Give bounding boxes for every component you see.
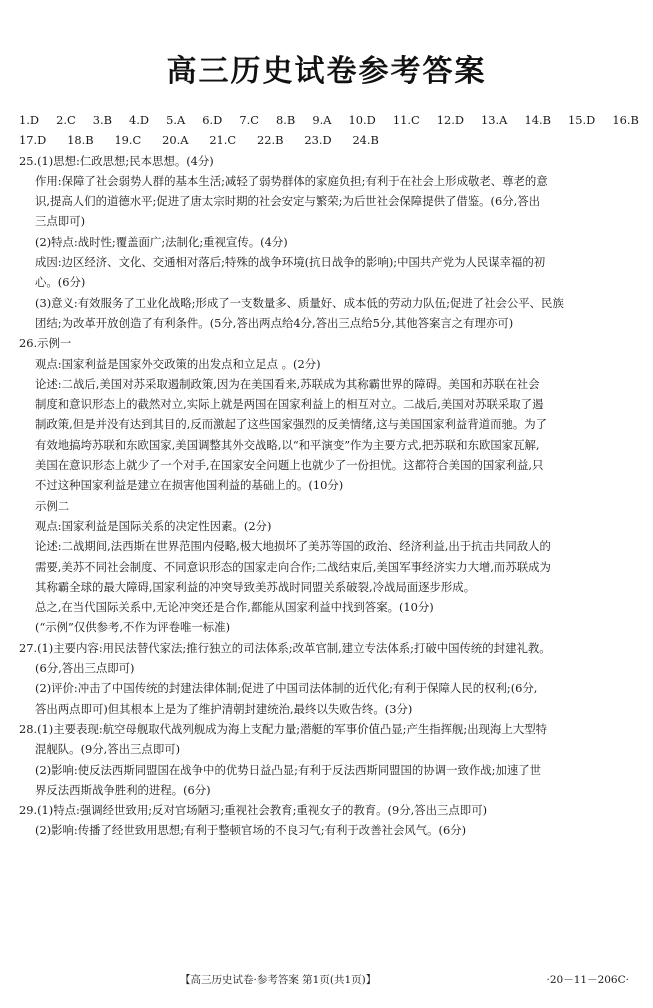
answer-line: 需要,美苏不同社会制度、不同意识形态的国家走向合作;二战结束后,美国军事经济实力大增,而苏联成为 [35,559,551,574]
answer-line: 不过这种国家利益是建立在损害他国利益的基础上的。(10分) [35,478,344,493]
answer-line: (2)影响:使反法西斯同盟国在战争中的优势日益凸显;有利于反法西斯同盟国的协调一致作战;加速了世 [35,762,542,777]
answer-line: 论述:二战期间,法西斯在世界范围内侵略,极大地损坏了美苏等国的政治、经济利益,出于抗击共同敌人的 [35,539,551,554]
mcq-answers-row-1 [19,110,639,130]
mcq-answers-row-2 [19,130,379,150]
answer-line: 论述:二战后,美国对苏采取遏制政策,因为在美国看来,苏联成为其称霸世界的障碍。美国和苏联在社会 [35,376,540,391]
mcq-answer: 13.A [481,113,508,127]
answer-line: 团结;为改革开放创造了有利条件。(5分,答出两点给4分,答出三点给5分,其他答案言之有理亦可) [35,315,514,330]
mcq-answer: 6.D [202,113,223,127]
answer-line: 26.示例一 [19,336,72,351]
answer-line: 心。(6分) [35,275,86,290]
mcq-answer: 9.A [312,113,332,127]
page-footer [0,972,653,990]
mcq-answer: 3.B [92,113,112,127]
mcq-answer: 10.D [348,113,376,127]
answer-line: 答出两点即可)但其根本上是为了维护清朝封建统治,最终以失败告终。(3分) [35,701,413,716]
mcq-answer: 2.C [56,113,76,127]
mcq-answer: 5.A [166,113,186,127]
mcq-answer: 7.C [239,113,259,127]
mcq-answer: 1.D [19,113,40,127]
answer-content [19,110,639,841]
answer-line: 示例二 [35,498,70,513]
answer-line: 其称霸全球的最大障碍,国家利益的冲突导致美苏战时同盟关系破裂,冷战局面逐步形成。 [35,579,476,594]
mcq-answers-row-2-wrap [19,130,639,150]
answer-line: 观点:国家利益是国家外交政策的出发点和立足点 。(2分) [35,356,321,371]
mcq-answer: 11.C [392,113,420,127]
footer-code: ·20－11－206C· [546,974,629,986]
answer-line: 混舰队。(9分,答出三点即可) [35,742,181,757]
answer-line: 27.(1)主要内容:用民法替代家法;推行独立的司法体系;改革官制,建立专法体系;打破中国传统的封建礼教。 [19,640,551,655]
mcq-answer: 19.C [114,133,142,148]
mcq-answer: 22.B [257,133,284,148]
answer-line: (2)评价:冲击了中国传统的封建法律体制;促进了中国司法体制的近代化;有利于保障人民的权利;(6分, [35,681,538,696]
answer-line: 观点:国家利益是国际关系的决定性因素。(2分) [35,518,272,533]
answer-line: (6分,答出三点即可) [35,661,135,676]
mcq-answer: 4.D [129,113,150,127]
mcq-answer: 20.A [162,133,189,148]
answer-line: 29.(1)特点:强调经世致用;反对官场陋习;重视社会教育;重视女子的教育。(9分,答出三点即可) [19,803,488,818]
answer-line: 25.(1)思想:仁政思想;民本思想。(4分) [19,153,214,168]
page-title: 高三历史试卷参考答案 [166,54,487,89]
mcq-answer: 21.C [209,133,237,148]
answer-line: (“示例”仅供参考,不作为评卷唯一标准) [35,620,231,635]
mcq-answer: 12.D [436,113,464,127]
answer-line: 三点即可) [35,214,86,229]
answer-line: 识,提高人们的道德水平;促进了唐太宗时期的社会安定与繁荣;为后世社会保障提供了借鉴。(6分,答出 [35,194,541,209]
answer-line: (3)意义:有效服务了工业化战略;形成了一支数量多、质量好、成本低的劳动力队伍;促进了社会公平、民族 [35,295,564,310]
mcq-answer: 17.D [19,133,47,148]
answer-line: 成因:边区经济、文化、交通相对落后;特殊的战争环境(抗日战争的影响);中国共产党为人民谋幸福的初 [35,255,546,270]
answer-line: 制度和意识形态上的截然对立,实际上就是两国在国家利益上的相互对立。二战后,美国对苏联采取了遏 [35,397,544,412]
answer-lines [19,151,639,841]
mcq-answer: 23.D [304,133,332,148]
answer-line: 界反法西斯战争胜利的进程。(6分) [35,782,211,797]
answer-line: 作用:保障了社会弱势人群的基本生活;减轻了弱势群体的家庭负担;有利于在社会上形成敬老、尊老的意 [35,173,548,188]
answer-line: 28.(1)主要表现:航空母舰取代战列舰成为海上支配力量;潜艇的军事价值凸显;产生指挥舰;出现海上大型特 [19,721,548,736]
mcq-answer: 24.B [352,133,379,148]
answer-line: 制政策,但是并没有达到其目的,反而激起了这些国家强烈的反美情绪,这与美国国家利益背道而驰。为了 [35,417,548,432]
answer-line: (2)特点:战时性;覆盖面广;法制化;重视宣传。(4分) [35,234,288,249]
mcq-answer: 8.B [276,113,296,127]
mcq-answer: 18.B [67,133,94,148]
answer-line: (2)影响:传播了经世致用思想;有利于整顿官场的不良习气;有利于改善社会风气。(6分) [35,823,467,838]
answer-line: 有效地搞垮苏联和东欧国家,美国调整其外交战略,以“和平演变”作为主要方式,把苏联和东欧国家瓦解, [35,437,540,452]
mcq-answer: 14.B [524,113,551,127]
answer-line: 美国在意识形态上就少了一个对手,在国家安全问题上也就少了一份担忧。这都符合美国的国家利益,只 [35,458,544,473]
mcq-answer: 15.D [568,113,596,127]
mcq-answer: 16.B [612,113,639,127]
footer-label: 【高三历史试卷·参考答案 第1页(共1页)】 [180,974,377,986]
answer-line: 总之,在当代国际关系中,无论冲突还是合作,都能从国家利益中找到答案。(10分) [35,600,434,615]
